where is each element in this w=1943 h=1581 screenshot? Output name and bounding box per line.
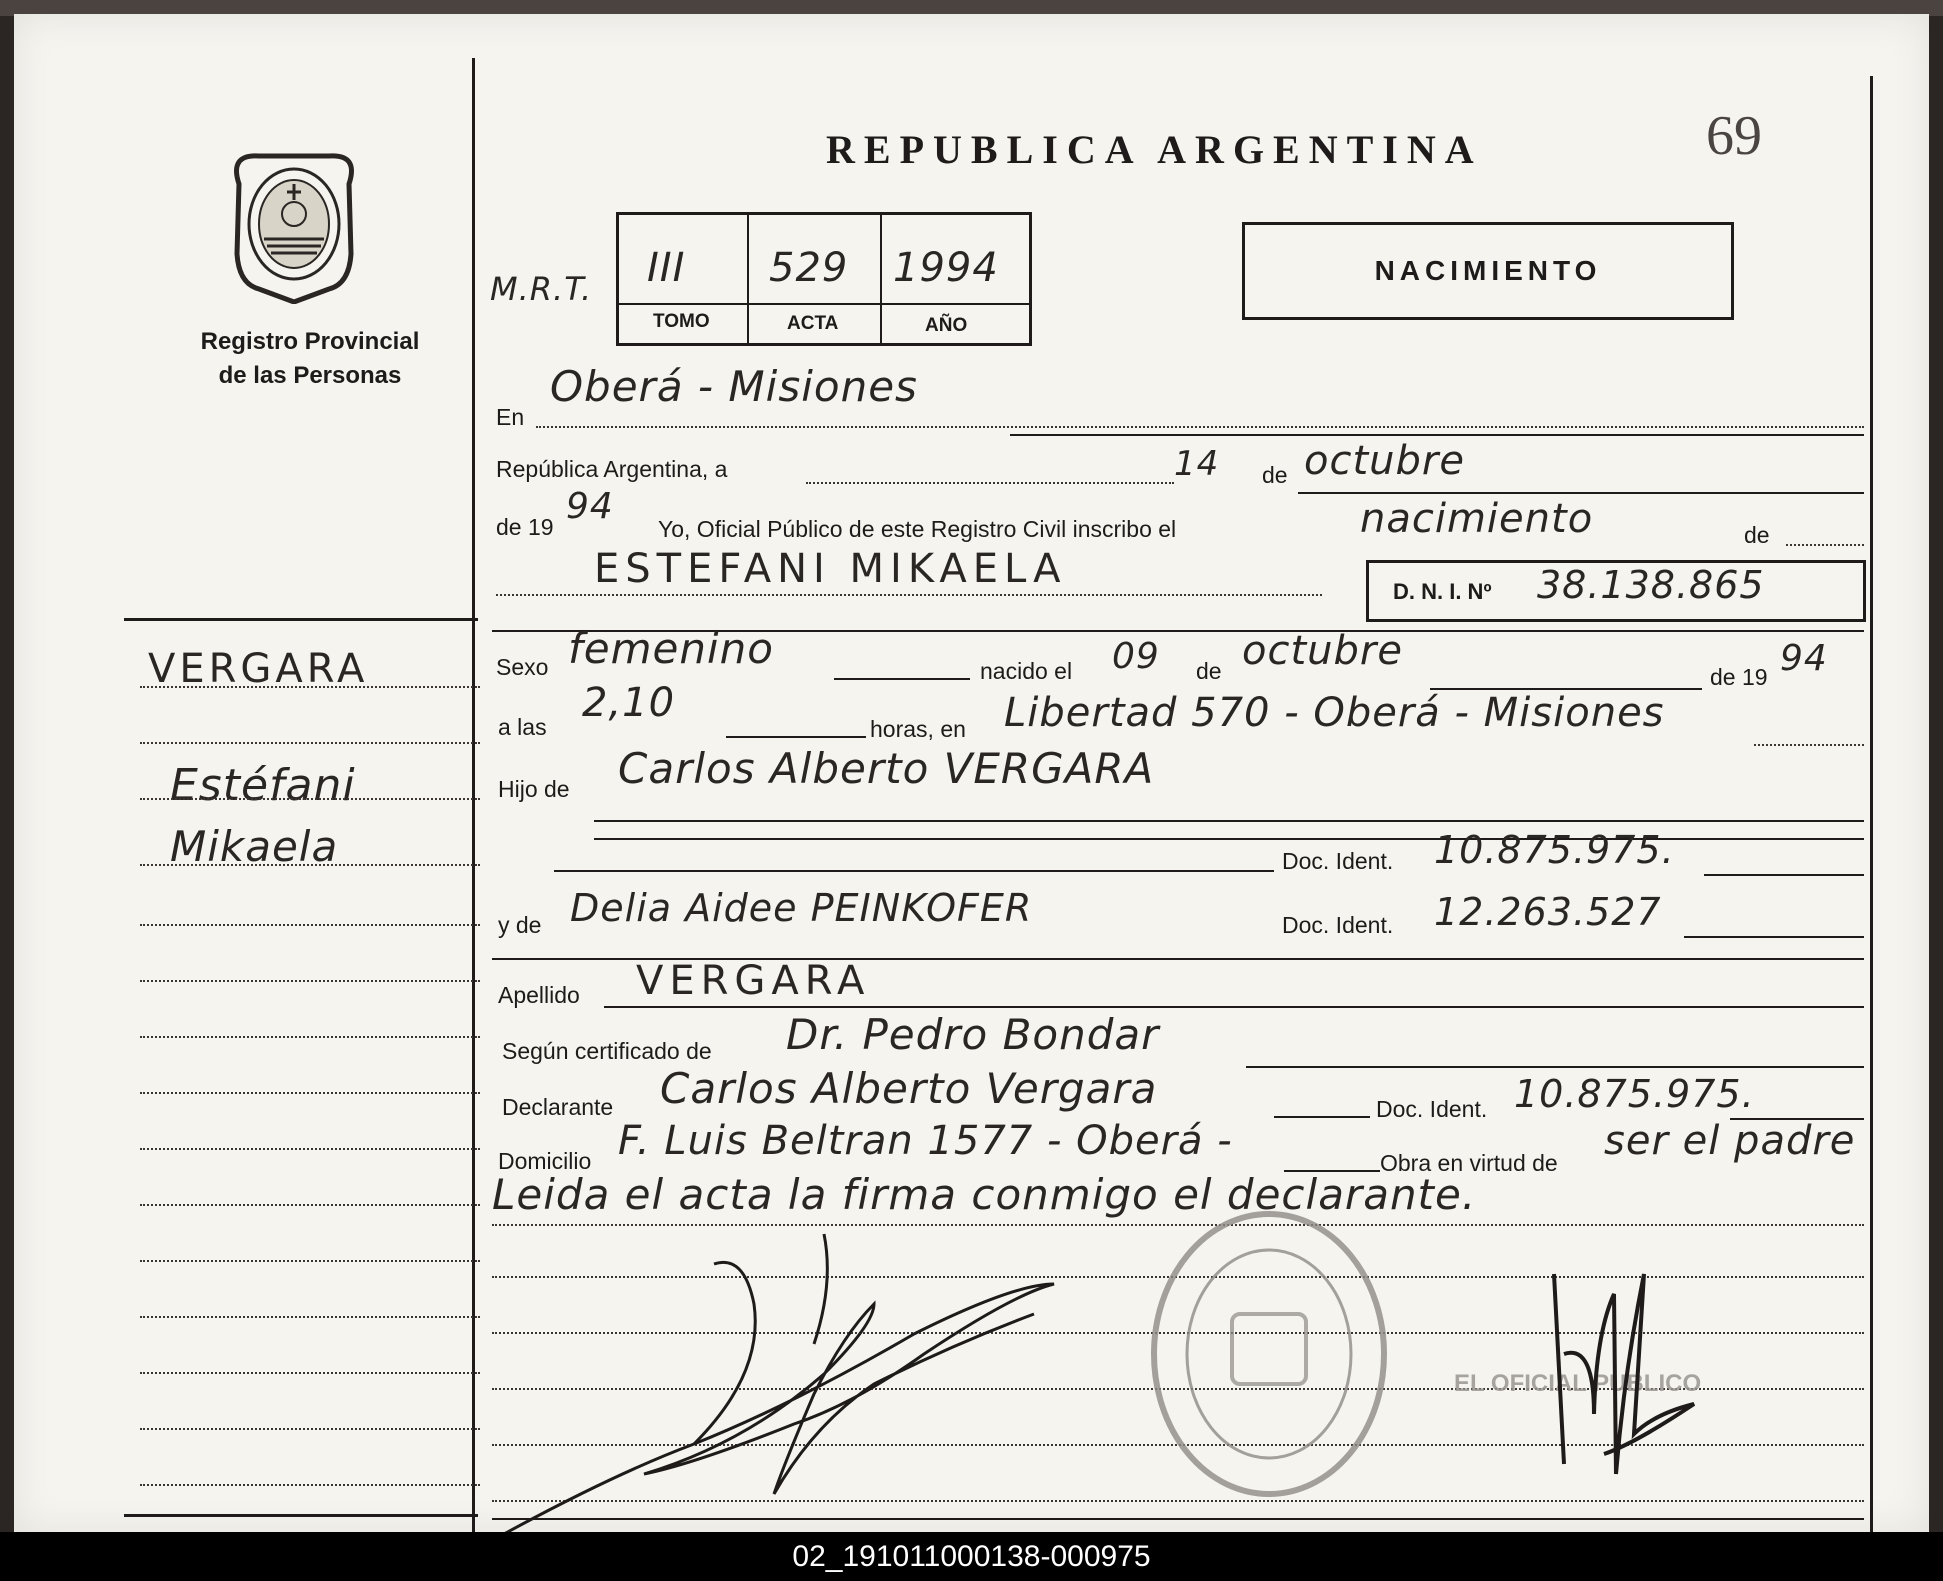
closing-line: Leida el acta la firma conmigo el declarante. — [492, 1170, 1477, 1219]
record-type-label: NACIMIENTO — [1374, 255, 1602, 286]
apellido-value: VERGARA — [636, 958, 871, 1004]
sidebar-given-2: Mikaela — [170, 822, 339, 871]
hijo-label: Hijo de — [498, 776, 570, 802]
father-name: Carlos Alberto VERGARA — [618, 744, 1155, 793]
dni-label: D. N. I. Nº — [1393, 579, 1492, 604]
registry-name-line1: Registro Provincial — [200, 328, 420, 355]
acta-value: 529 — [769, 245, 849, 291]
tomo-label: TOMO — [653, 311, 710, 332]
birth-place: Libertad 570 - Oberá - Misiones — [1004, 690, 1665, 736]
domicilio-value: F. Luis Beltran 1577 - Oberá - — [618, 1118, 1233, 1164]
province-seal — [219, 144, 369, 304]
declarante-doc: 10.875.975. — [1514, 1072, 1755, 1116]
file-id-bar — [0, 1532, 1943, 1581]
doc-ident-label-2: Doc. Ident. — [1282, 912, 1394, 938]
sexo-label: Sexo — [496, 654, 549, 680]
given-names: ESTEFANI MIKAELA — [594, 546, 1067, 592]
declarant-signature — [494, 1224, 1074, 1554]
de-label-3: de — [1196, 658, 1222, 684]
year-suffix: 94 — [566, 486, 614, 527]
declarante-value: Carlos Alberto Vergara — [660, 1064, 1158, 1113]
dni-value: 38.138.865 — [1537, 563, 1765, 607]
doc-ident-label-3: Doc. Ident. — [1376, 1096, 1488, 1122]
official-signature — [1534, 1254, 1714, 1494]
y-de-label: y de — [498, 912, 542, 938]
yo-label: Yo, Oficial Público de este Registro Civil inscribo el — [658, 516, 1177, 542]
certificado-value: Dr. Pedro Bondar — [786, 1010, 1160, 1059]
folio-number: 69 — [1706, 105, 1762, 167]
declarante-label: Declarante — [502, 1094, 614, 1120]
registry-name-line2: de las Personas — [218, 362, 402, 389]
de-label: de — [1262, 462, 1288, 488]
dni-box — [1366, 560, 1866, 622]
anio-value: 1994 — [893, 245, 999, 291]
record-type-box — [1242, 222, 1734, 320]
acta-label: ACTA — [787, 313, 839, 334]
column-divider — [472, 58, 475, 1532]
doc-ident-label: Doc. Ident. — [1282, 848, 1394, 874]
obra-value: ser el padre — [1604, 1118, 1856, 1164]
certificate-page — [14, 14, 1929, 1532]
anio-label: AÑO — [925, 315, 968, 336]
birth-day: 09 — [1112, 636, 1160, 677]
sexo-value: femenino — [568, 624, 774, 673]
file-id: 02_191011000138-000975 — [792, 1540, 1151, 1573]
mrt-prefix: M.R.T. — [490, 270, 593, 308]
document-title: REPUBLICA ARGENTINA — [826, 127, 1483, 172]
sidebar-surname: VERGARA — [148, 646, 369, 692]
mother-name: Delia Aidee PEINKOFER — [570, 886, 1033, 930]
act-type: nacimiento — [1360, 496, 1594, 542]
apellido-label: Apellido — [498, 982, 580, 1008]
republica-label: República Argentina, a — [496, 456, 728, 482]
horas-label: horas, en — [870, 716, 966, 742]
de19-label-2: de 19 — [1710, 664, 1768, 690]
en-label: En — [496, 404, 525, 430]
nacido-label: nacido el — [980, 658, 1073, 684]
domicilio-label: Domicilio — [498, 1148, 592, 1174]
record-ref-table — [616, 212, 1032, 346]
month-value: octubre — [1304, 438, 1465, 484]
a-las-label: a las — [498, 714, 547, 740]
sidebar-given-1: Estéfani — [170, 760, 356, 811]
tomo-value: III — [647, 245, 686, 291]
official-stamp — [1144, 1204, 1394, 1504]
right-border — [1870, 76, 1873, 1532]
day-value: 14 — [1174, 444, 1220, 484]
birth-month: octubre — [1242, 628, 1403, 674]
place-value: Oberá - Misiones — [550, 362, 918, 411]
father-doc: 10.875.975. — [1434, 828, 1675, 872]
stamp-text: EL OFICIAL PUBLICO — [1454, 1370, 1702, 1397]
birth-time: 2,10 — [582, 680, 676, 726]
birth-year-suffix: 94 — [1780, 638, 1828, 679]
obra-label: Obra en virtud de — [1380, 1150, 1558, 1176]
mother-doc: 12.263.527 — [1434, 890, 1662, 934]
certificado-label: Según certificado de — [502, 1038, 712, 1064]
de19-label: de 19 — [496, 514, 554, 540]
de-label-2: de — [1744, 522, 1770, 548]
